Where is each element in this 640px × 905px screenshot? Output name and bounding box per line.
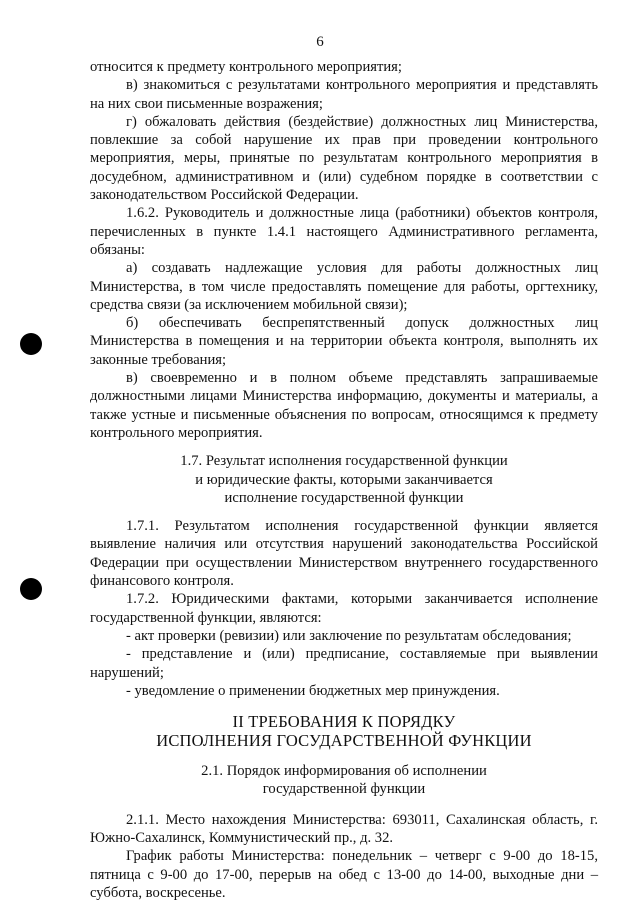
- paragraph: в) знакомиться с результатами контрольного мероприятия и представлять на них свои письменные возражения;: [90, 77, 598, 112]
- section-heading-1-7: [90, 452, 598, 507]
- section-heading-line: исполнение государственной функции: [224, 489, 464, 506]
- chapter-heading-line: II ТРЕБОВАНИЯ К ПОРЯДКУ: [232, 712, 456, 732]
- paragraph: 1.7.2. Юридическими фактами, которыми заканчивается исполнение государственной функции, являются:: [90, 591, 598, 626]
- paragraph: 1.7.1. Результатом исполнения государственной функции является выявление наличия или отсутствия нарушений законодательства Российской Федерации при осуществлении Министерством внутреннего государственного финансового контроля.: [90, 518, 598, 590]
- section-heading-line: 1.7. Результат исполнения государственной функции: [180, 453, 508, 470]
- punch-hole: [20, 333, 42, 355]
- list-item: - уведомление о применении бюджетных мер принуждения.: [126, 682, 500, 699]
- list-item: - представление и (или) предписание, составляемые при выявлении нарушений;: [90, 646, 598, 681]
- section-heading-2-1: [90, 762, 598, 799]
- paragraph: в) своевременно и в полном объеме представлять запрашиваемые должностными лицами Министерства информацию, документы и материалы, а также устные и письменные объяснения по вопросам, относящимся к предмету контрольного мероприятия.: [90, 370, 598, 441]
- section-heading-line: 2.1. Порядок информирования об исполнении: [201, 763, 487, 780]
- chapter-heading-line: ИСПОЛНЕНИЯ ГОСУДАРСТВЕННОЙ ФУНКЦИИ: [156, 731, 532, 751]
- paragraph: г) обжаловать действия (бездействие) должностных лиц Министерства, повлекшие за собой нарушение их прав при проведении контрольного мероприятия, меры, принятые по результатам контрольного мероприятия в досудебном, административном и (или) судебном порядке в соответствии с законодательством Российской Федерации.: [90, 113, 598, 204]
- chapter-heading-2: [90, 712, 598, 750]
- document-body: [90, 58, 598, 902]
- paragraph: 1.6.2. Руководитель и должностные лица (работники) объектов контроля, перечисленных в пункте 1.4.1 настоящего Административного регламента, обязаны:: [90, 205, 598, 258]
- punch-hole: [20, 578, 42, 600]
- paragraph: а) создавать надлежащие условия для работы должностных лиц Министерства, в том числе предоставлять помещение для работы, оргтехнику, средства связи (за исключением мобильной связи);: [90, 260, 598, 313]
- paragraph: относится к предмету контрольного мероприятия;: [90, 59, 402, 75]
- list-item: - акт проверки (ревизии) или заключение по результатам обследования;: [126, 627, 572, 644]
- paragraph: б) обеспечивать беспрепятственный допуск должностных лиц Министерства в помещения и на территории объекта контроля, выполнять их законные требования;: [90, 315, 598, 368]
- page-number: 6: [316, 34, 324, 50]
- section-heading-line: государственной функции: [262, 781, 426, 798]
- paragraph: 2.1.1. Место нахождения Министерства: 693011, Сахалинская область, г. Южно-Сахалинск, Коммунистический пр., д. 32.: [90, 811, 598, 846]
- paragraph: График работы Министерства: понедельник – четверг с 9-00 до 18-15, пятница с 9-00 до 17-00, перерыв на обед с 13-00 до 14-00, выходные дни – суббота, воскресенье.: [90, 848, 598, 901]
- section-heading-line: и юридические факты, которыми заканчивается: [195, 471, 493, 488]
